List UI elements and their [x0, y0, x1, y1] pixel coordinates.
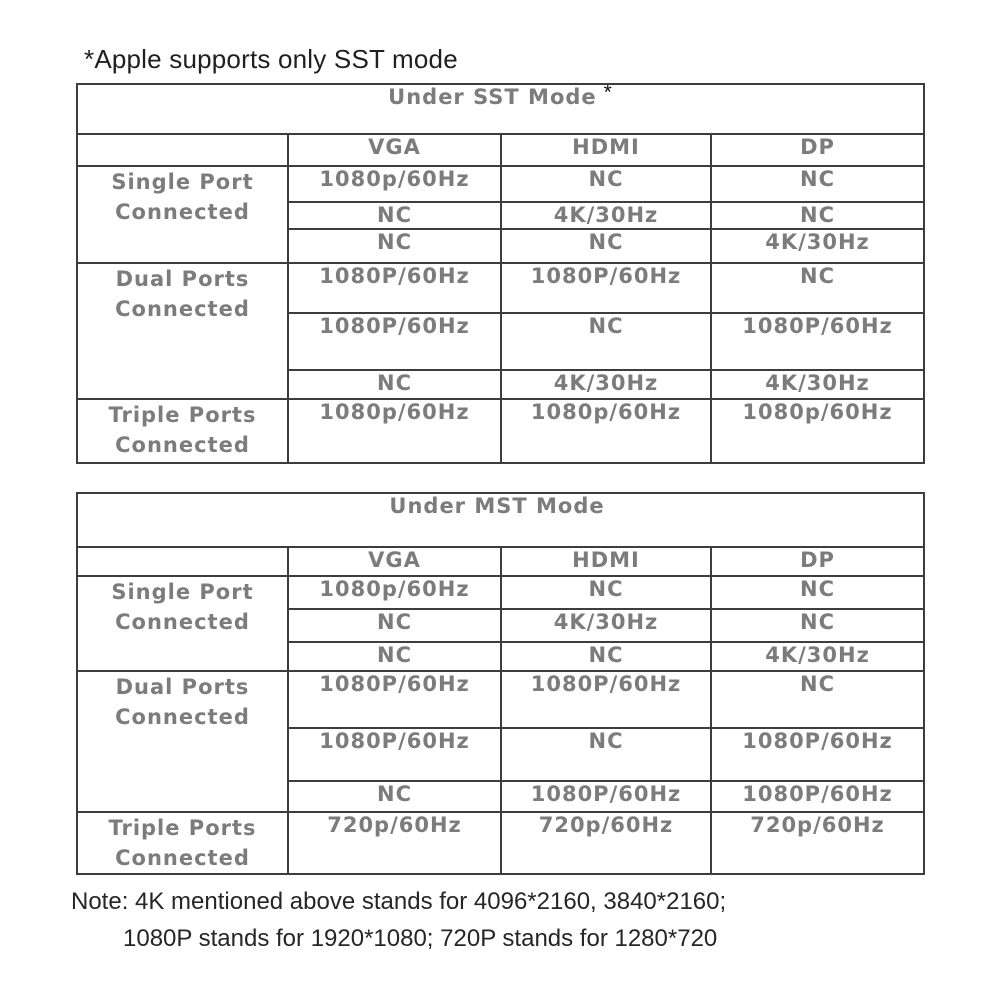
data-cell: NC — [501, 642, 711, 671]
row-label-line: Connected — [115, 705, 250, 729]
data-cell: 1080P/60Hz — [501, 781, 711, 812]
data-cell: NC — [288, 370, 501, 399]
data-cell: 1080p/60Hz — [288, 576, 501, 609]
data-cell: 4K/30Hz — [711, 229, 924, 263]
data-cell: NC — [711, 263, 924, 313]
row-label — [77, 263, 288, 399]
row-label-line: Triple Ports — [108, 403, 257, 427]
row-label — [77, 576, 288, 671]
data-cell: 1080p/60Hz — [501, 399, 711, 463]
data-cell: 720p/60Hz — [288, 812, 501, 874]
data-cell: NC — [288, 609, 501, 642]
data-cell: 1080P/60Hz — [288, 671, 501, 728]
data-cell: 4K/30Hz — [711, 370, 924, 399]
table-under-sst-mode — [76, 83, 925, 464]
data-cell: 1080P/60Hz — [288, 313, 501, 370]
table-under-mst-mode — [76, 492, 925, 875]
data-cell: 720p/60Hz — [711, 812, 924, 874]
data-cell: NC — [501, 313, 711, 370]
row-label-line: Dual Ports — [115, 675, 250, 699]
data-cell: 1080P/60Hz — [711, 728, 924, 781]
data-cell: NC — [501, 728, 711, 781]
row-label-line: Triple Ports — [108, 816, 257, 840]
row-label-line: Single Port — [111, 170, 254, 194]
data-cell: 1080P/60Hz — [288, 263, 501, 313]
bottom-note-line-2: 1080P stands for 1920*1080; 720P stands for 1280*720 — [123, 925, 718, 952]
data-cell: NC — [501, 166, 711, 202]
data-cell: NC — [711, 576, 924, 609]
row-label — [77, 812, 288, 874]
data-cell: 1080p/60Hz — [711, 399, 924, 463]
data-cell: NC — [288, 642, 501, 671]
row-label — [77, 166, 288, 263]
data-cell: 4K/30Hz — [711, 642, 924, 671]
data-cell: NC — [501, 229, 711, 263]
table-title-text: Under MST Mode — [389, 494, 605, 518]
bottom-note — [71, 883, 726, 957]
data-cell: NC — [288, 229, 501, 263]
column-header-vga: VGA — [288, 547, 501, 576]
table-title-sst — [77, 84, 924, 134]
column-header-blank — [77, 134, 288, 166]
row-label-line: Connected — [115, 610, 250, 634]
data-cell: 1080p/60Hz — [288, 166, 501, 202]
column-header-hdmi: HDMI — [501, 547, 711, 576]
data-cell: 1080P/60Hz — [711, 313, 924, 370]
row-label — [77, 671, 288, 812]
column-header-vga: VGA — [288, 134, 501, 166]
bottom-note-line-1: Note: 4K mentioned above stands for 4096*2160, 3840*2160; — [71, 888, 727, 915]
column-header-dp: DP — [711, 547, 924, 576]
row-label-line: Single Port — [111, 580, 254, 604]
row-label-line: Connected — [115, 846, 250, 870]
data-cell: NC — [711, 202, 924, 229]
table-title-mst — [77, 493, 924, 547]
data-cell: 1080P/60Hz — [501, 671, 711, 728]
data-cell: NC — [288, 781, 501, 812]
row-label-line: Dual Ports — [115, 267, 250, 291]
data-cell: NC — [711, 166, 924, 202]
data-cell: 720p/60Hz — [501, 812, 711, 874]
data-cell: NC — [711, 671, 924, 728]
data-cell: NC — [288, 202, 501, 229]
table-title-asterisk: * — [603, 84, 613, 104]
data-cell: 1080P/60Hz — [288, 728, 501, 781]
column-header-blank — [77, 547, 288, 576]
row-label-line: Connected — [115, 433, 250, 457]
apple-sst-note: *Apple supports only SST mode — [84, 44, 458, 74]
data-cell: 4K/30Hz — [501, 370, 711, 399]
data-cell: 4K/30Hz — [501, 202, 711, 229]
data-cell: 4K/30Hz — [501, 609, 711, 642]
data-cell: 1080P/60Hz — [711, 781, 924, 812]
data-cell: 1080p/60Hz — [288, 399, 501, 463]
column-header-hdmi: HDMI — [501, 134, 711, 166]
data-cell: 1080P/60Hz — [501, 263, 711, 313]
table-title-text: Under SST Mode — [388, 85, 597, 109]
data-cell: NC — [501, 576, 711, 609]
row-label-line: Connected — [115, 200, 250, 224]
data-cell: NC — [711, 609, 924, 642]
row-label-line: Connected — [115, 297, 250, 321]
row-label — [77, 399, 288, 463]
column-header-dp: DP — [711, 134, 924, 166]
